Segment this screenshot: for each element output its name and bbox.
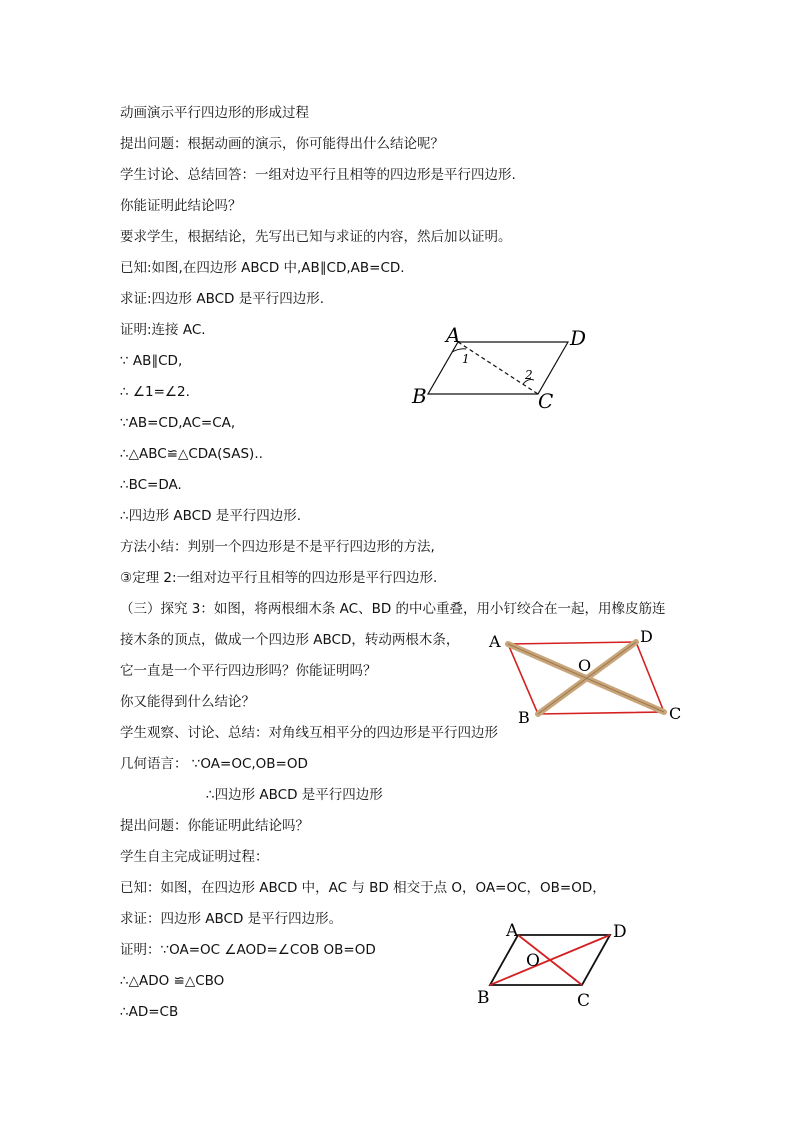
proof-step-1: ∵ AB∥CD, [120,353,183,369]
vertex-label-b: B [412,384,427,408]
vertex-label-b: B [518,708,530,727]
center-label-o: O [578,656,592,675]
conclusion-question-line: 你又能得到什么结论？ [120,694,255,710]
proof-step-congruent: ∴△ADO ≌△CBO [120,973,225,989]
prove-line: 求证:四边形 ABCD 是平行四边形. [120,291,325,307]
question-line: 提出问题：你能证明此结论吗？ [120,818,309,834]
text-line-5: 要求学生，根据结论，先写出已知与求证的内容，然后加以证明。 [120,229,512,245]
proof-step-5: ∴BC=DA. [120,477,182,493]
student-proof-line: 学生自主完成证明过程： [120,849,269,865]
given-line-2: 已知：如图，在四边形 ABCD 中，AC 与 BD 相交于点 O，OA=OC，OB=OD， [120,880,606,896]
vertex-label-a: A [489,632,501,651]
vertex-label-d: D [640,627,653,646]
proof-step-4: ∴△ABC≌△CDA(SAS).. [120,446,263,462]
method-summary-line: 方法小结：判别一个四边形是不是平行四边形的方法, [120,539,435,555]
vertex-label-c: C [577,991,591,1011]
text-line-1: 动画演示平行四边形的形成过程 [120,105,309,121]
given-line: 已知:如图,在四边形 ABCD 中,AB∥CD,AB=CD. [120,260,405,276]
prove-line-2: 求证：四边形 ABCD 是平行四边形。 [120,911,343,927]
proof-line-2: 证明：∵OA=OC ∠AOD=∠COB OB=OD [120,942,376,958]
angle-label-1: 1 [462,352,470,366]
vertex-label-a: A [506,921,519,941]
stick-bd-grain [538,642,636,714]
explore-3-line-2: 接木条的顶点，做成一个四边形 ABCD，转动两根木条， [120,632,460,648]
theorem-2-line: ③定理 2:一组对边平行且相等的四边形是平行四边形. [120,570,438,586]
figure-parallelogram-diagonal [400,318,600,418]
vertex-label-c: C [669,704,682,723]
proof-step-3: ∵AB=CD,AC=CA, [120,415,236,431]
proof-start-line: 证明:连接 AC. [120,322,206,338]
proof-step-2: ∴ ∠1=∠2. [120,384,190,400]
proof-step-equal: ∴AD=CB [120,1004,179,1020]
geometry-language-line: 几何语言： ∵OA=OC,OB=OD [120,756,308,772]
explore-3-line: （三）探究 3：如图，将两根细木条 AC、BD 的中心重叠，用小钉绞合在一起，用橡皮筋连 [120,601,666,617]
explore-3-line-3: 它一直是一个平行四边形吗？你能证明吗？ [120,663,377,679]
vertex-label-c: C [538,389,554,413]
vertex-label-a: A [446,323,461,347]
text-line-4: 你能证明此结论吗？ [120,198,242,214]
student-summary-line: 学生观察、讨论、总结：对角线互相平分的四边形是平行四边形 [120,725,498,741]
diagonal-bd [490,935,610,985]
angle-label-2: 2 [525,368,533,382]
figure-parallelogram-diagonals [470,914,640,1014]
proof-step-6: ∴四边形 ABCD 是平行四边形. [120,508,302,524]
geometry-language-conclusion: ∴四边形 ABCD 是平行四边形 [206,787,383,803]
text-line-2: 提出问题：根据动画的演示，你可能得出什么结论呢？ [120,136,444,152]
center-label-o: O [526,951,540,971]
text-line-3: 学生讨论、总结回答：一组对边平行且相等的四边形是平行四边形. [120,167,516,183]
vertex-label-d: D [570,326,587,350]
vertex-label-b: B [477,988,490,1008]
vertex-label-d: D [613,922,627,942]
figure-wooden-sticks [480,622,690,727]
parallelogram-abcd [428,342,568,394]
